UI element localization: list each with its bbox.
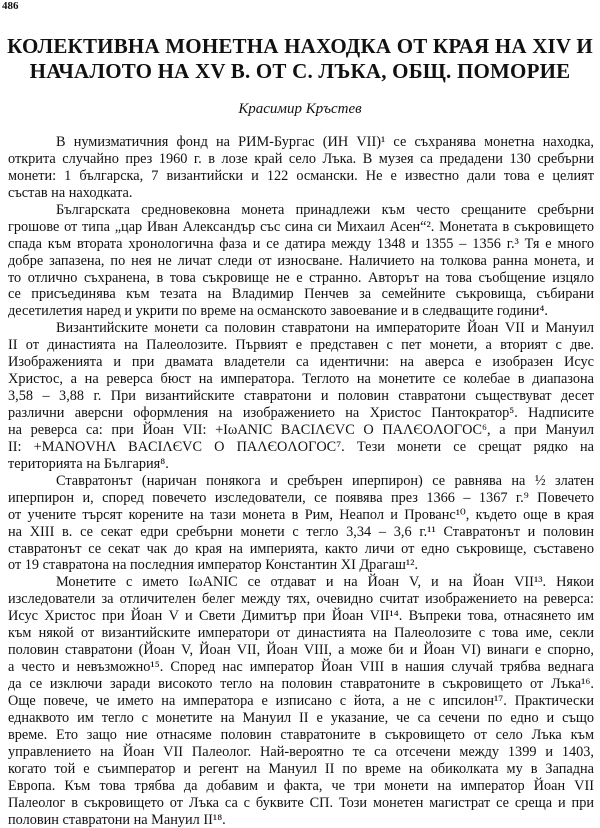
text-line: II от династията на Палеолозите. Първият е представен с пет монети, а вторият с две.: [8, 337, 594, 354]
text-line: грошове от типа „цар Иван Александър със сина си Михаил Асен“². Монетата в съкровището: [8, 219, 594, 236]
text-line: когато той е съимператор и регент на Мануил II по време на обиколката му в Западна: [8, 761, 594, 778]
text-line: Българската средновековна монета принадлежи към често срещаните сребърни: [8, 202, 594, 219]
text-line: иперпирон и, според повечето изследователи, се появява през 1366 – 1367 г.⁹ Повечето: [8, 490, 594, 507]
article-body: [8, 134, 594, 828]
text-line: на реверса са: при Йоан VII: +IωANIC BACIΛЄVC O ΠAΛЄOΛOΓOC⁶, а при Мануил: [8, 422, 594, 439]
page-number: 486: [2, 0, 19, 12]
paragraph: [8, 202, 594, 321]
text-line: Изображенията и при двамата владетели са идентични: на аверса е изобразен Исус: [8, 354, 594, 371]
paragraph: [8, 473, 594, 575]
paragraph: [8, 134, 594, 202]
text-line: десетилетия наред и укрити по време на османското завоевание и в следващите години⁴.: [8, 303, 594, 320]
text-line: половин ставратони (Йоан V, Йоан VII, Йоан VIII, а може би и Йоан VI) винаги е спорно,: [8, 642, 594, 659]
title-line: КОЛЕКТИВНА МОНЕТНА НАХОДКА ОТ КРАЯ НА XIV И: [0, 34, 600, 59]
text-line: изследователи за отличителен белег между тях, очевидно считат изображението на реверса:: [8, 591, 594, 608]
text-line: II: +MANOVHΛ BACIΛЄVC O ΠAΛЄOΛOΓOC⁷. Тези монети се срещат рядко на: [8, 439, 594, 456]
text-line: В нумизматичния фонд на РИМ-Бургас (ИН VII)¹ се съхранява монетна находка,: [8, 134, 594, 151]
text-line: Още повече, че името на императора е изписано с йота, а не с ипсилон¹⁷. Практически: [8, 693, 594, 710]
text-line: различни аверсни оформления на изображението на Христос Пантократор⁵. Надписите: [8, 405, 594, 422]
text-line: еднаквото им тегло с монетите на Мануил II е указание, че са сечени по едно и също: [8, 710, 594, 727]
text-line: Византийските монети са половин ставратони на императорите Йоан VII и Мануил: [8, 320, 594, 337]
text-line: време. Ето защо ние отнасяме половин ставратоните в съкровището от село Лъка към: [8, 727, 594, 744]
article-title: [0, 34, 600, 84]
text-line: добре запазена, по нея не личат следи от износване. Наличието на толкова ранна монета, и: [8, 253, 594, 270]
text-line: към някой от византийските императори от династията на Палеолозите с това име, секли: [8, 625, 594, 642]
title-line: НАЧАЛОТО НА XV В. ОТ С. ЛЪКА, ОБЩ. ПОМОРИЕ: [0, 59, 600, 84]
text-line: от 19 ставратона на последния император Константин XI Драгаш¹².: [8, 557, 594, 574]
text-line: състав на находката.: [8, 185, 594, 202]
text-line: се присъединява към тезата на Владимир Пенчев за семейните съкровища, събирани: [8, 286, 594, 303]
text-line: Монетите с името IωANIC се отдават и на Йоан V, и на Йоан VII¹³. Някои: [8, 574, 594, 591]
text-line: Исус Христос при Йоан V и Свети Димитър при Йоан VII¹⁴. Въпреки това, отнасянето им: [8, 608, 594, 625]
text-line: да се изключи заради високото тегло на половин ставратоните в съкровището от Лъка¹⁶.: [8, 676, 594, 693]
text-line: от учените търсят корените на тази монета в Рим, Неапол и Прованс¹⁰, където още в края: [8, 507, 594, 524]
text-line: управлението на Йоан VII Палеолог. Най-вероятно те са отсечени между 1399 и 1403,: [8, 744, 594, 761]
paragraph: [8, 574, 594, 828]
text-line: 3,58 – 3,88 г. При византийските ставратони и половин ставратони съществуват десет: [8, 388, 594, 405]
text-line: половин ставратони на Мануил II¹⁸.: [8, 812, 594, 828]
text-line: открита случайно през 1960 г. в лозе край село Лъка. В музея са предадени 130 сребърни: [8, 151, 594, 168]
text-line: монети: 1 българска, 7 византийски и 122 османски. Не е известно дали това е целият: [8, 168, 594, 185]
text-line: ставратонът се секат чак до края на империята, както личи от едно съкровище, съставено: [8, 541, 594, 558]
paragraph: [8, 320, 594, 472]
text-line: Палеолог в съкровището от Лъка са с буквите СП. Този монетен магистрат се среща и при: [8, 795, 594, 812]
text-line: Европа. Към това трябва да добавим и факта, че три монети на император Йоан VII: [8, 778, 594, 795]
text-line: спада към втората хронологична фаза и се датира между 1348 и 1355 – 1356 г.³ Тя е много: [8, 236, 594, 253]
text-line: Ставратонът (наричан понякога и сребърен иперпирон) се равнява на ½ златен: [8, 473, 594, 490]
text-line: територията на България⁸.: [8, 456, 594, 473]
text-line: Христос, а на реверса бюст на императора. Теглото на монетите се колебае в диапазона: [8, 371, 594, 388]
text-line: на XIII в. се секат едри сребърни монети с тегло 3,34 – 3,6 г.¹¹ Ставратонът и половин: [8, 524, 594, 541]
text-line: то отлично съхранена, в това съкровище не е странно. Авторът на това съобщение изцяло: [8, 270, 594, 287]
author-name: Красимир Кръстев: [0, 101, 600, 118]
text-line: а често и невъзможно¹⁵. Според нас император Йоан VIII в нашия случай трябва веднага: [8, 659, 594, 676]
